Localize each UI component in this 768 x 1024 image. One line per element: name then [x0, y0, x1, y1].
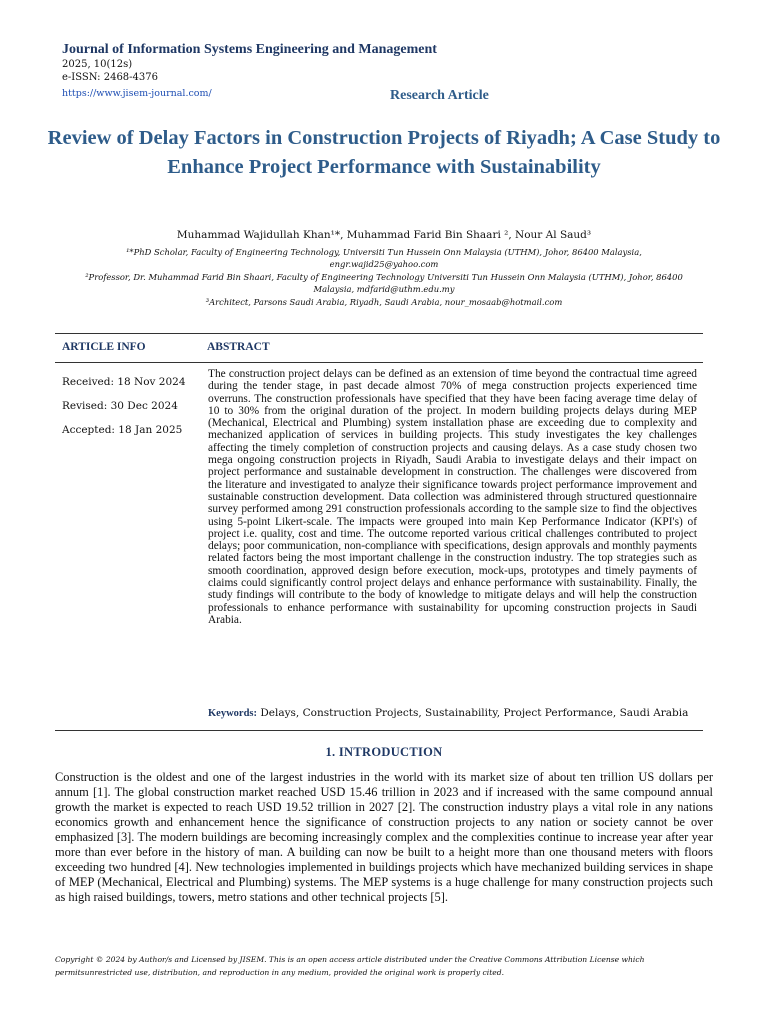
article-dates	[62, 370, 186, 442]
journal-volume: 2025, 10(12s)	[62, 59, 133, 70]
journal-header	[62, 42, 437, 84]
top-divider	[55, 333, 703, 334]
paper-title: Review of Delay Factors in Construction Projects of Riyadh; A Case Study to Enhance Project Performance with Sustainability	[47, 127, 721, 178]
affiliation-2: ²Professor, Dr. Muhammad Farid Bin Shaari, Faculty of Engineering Technology Universiti Tun Hussein Onn Malaysia (UTHM), Johor, 86400 Malaysia, mdfarid@uthm.edu.my	[85, 272, 683, 294]
journal-issn: e-ISSN: 2468-4376	[62, 72, 158, 83]
keywords-list: Delays, Construction Projects, Sustainability, Project Performance, Saudi Arabia	[260, 707, 689, 719]
section-heading: 1. INTRODUCTION	[325, 745, 443, 759]
journal-url-link[interactable]: https://www.jisem-journal.com/	[62, 88, 212, 99]
introduction-text: Construction is the oldest and one of the largest industries in the world with its market size of about ten trillion US dollars per annum [1]. The global construction market reached USD 15.46 trillion in 2023 and if increased with the same compound annual growth the market is expected to reach USD 19.52 trillion in 2027 [2]. The construction industry plays a vital role in any nations economics growth and enhancement hence the significance of construction projects to any nation or society cannot be over emphasized [3]. The modern buildings are becoming increasingly complex and the complexities continue to increase year after year more than ever before in the history of man. A building can now be built to a height more than one thousand meters with floors exceeding two hundred [4]. New technologies implemented in buildings projects which have mechanized building services in shape of MEP (Mechanical, Electrical and Plumbing) systems. The MEP systems is a huge challenge for many construction projects such as high raised buildings, towers, metro stations and other technical projects [5].	[55, 770, 713, 904]
keywords-label: Keywords:	[208, 708, 257, 719]
copyright-notice: Copyright © 2024 by Author/s and Licensed by JISEM. This is an open access article distributed under the Creative Commons Attribution License which permitsunrestricted use, distribution, and reproduction in any medium, provided the original work is properly cited.	[55, 955, 645, 977]
abstract-heading: ABSTRACT	[207, 341, 270, 353]
abstract-text: The construction project delays can be defined as an extension of time beyond the contractual time agreed during the tender stage, in past decade almost 70% of mega construction projects experienced time overruns. The construction professionals have specified that they have been facing average time delay of 10 to 30% from the original duration of the project. In modern building projects delays during MEP (Mechanical, Electrical and Plumbing) system installation phase are exceeding due to complexity and mechanized application of services in building projects. This study investigates the key challenges affecting the timely completion of construction projects and causing delays. As a case study chosen two mega ongoing construction projects in Riyadh, Saudi Arabia to investigate delays and their impact on project performance and sustainable development in construction. The challenges were discovered from the literature and investigated to analyze their significance towards project performance improvement and sustainable construction development. Data collection was administered through structured questionnaire survey performed among 291 construction professionals according to the sample size to find the objectives using 5-point Likert-scale. The impacts were grouped into main Kep Performance Indicator (KPI's) of project i.e. quality, cost and time. The outcome reported various critical challenges contributed to project delays; poor communication, non-compliance with specifications, design approvals and monthly payments related factors being the most important challenge in the construction industry. The top strategies such as smooth coordination, approved design before execution, mock-ups, prototypes and timely payments of claims could significantly control project delays and enhance performance with sustainability. Finally, the study findings will contribute to the body of knowledge to mitigate delays and will help the construction professionals to enhance performance with sustainability for upcoming construction projects in Saudi Arabia.	[208, 368, 697, 626]
article-info-heading: ARTICLE INFO	[62, 341, 146, 353]
affiliation-1: ¹*PhD Scholar, Faculty of Engineering Technology, Universiti Tun Hussein Onn Malaysia (UTHM), Johor, 86400 Malaysia, engr.wajid25@yahoo.com	[126, 247, 642, 269]
accepted-date: Accepted: 18 Jan 2025	[62, 424, 183, 436]
keywords-line	[208, 707, 688, 719]
revised-date: Revised: 30 Dec 2024	[62, 400, 178, 412]
journal-name: Journal of Information Systems Engineering and Management	[62, 42, 437, 57]
article-type-label: Research Article	[390, 88, 489, 103]
abstract-bottom-divider	[55, 730, 703, 731]
header-divider	[55, 362, 703, 363]
affiliation-3: ³Architect, Parsons Saudi Arabia, Riyadh, Saudi Arabia, nour_mosaab@hotmail.com	[205, 297, 563, 307]
received-date: Received: 18 Nov 2024	[62, 376, 186, 388]
author-list: Muhammad Wajidullah Khan¹*, Muhammad Farid Bin Shaari ², Nour Al Saud³	[176, 229, 592, 241]
